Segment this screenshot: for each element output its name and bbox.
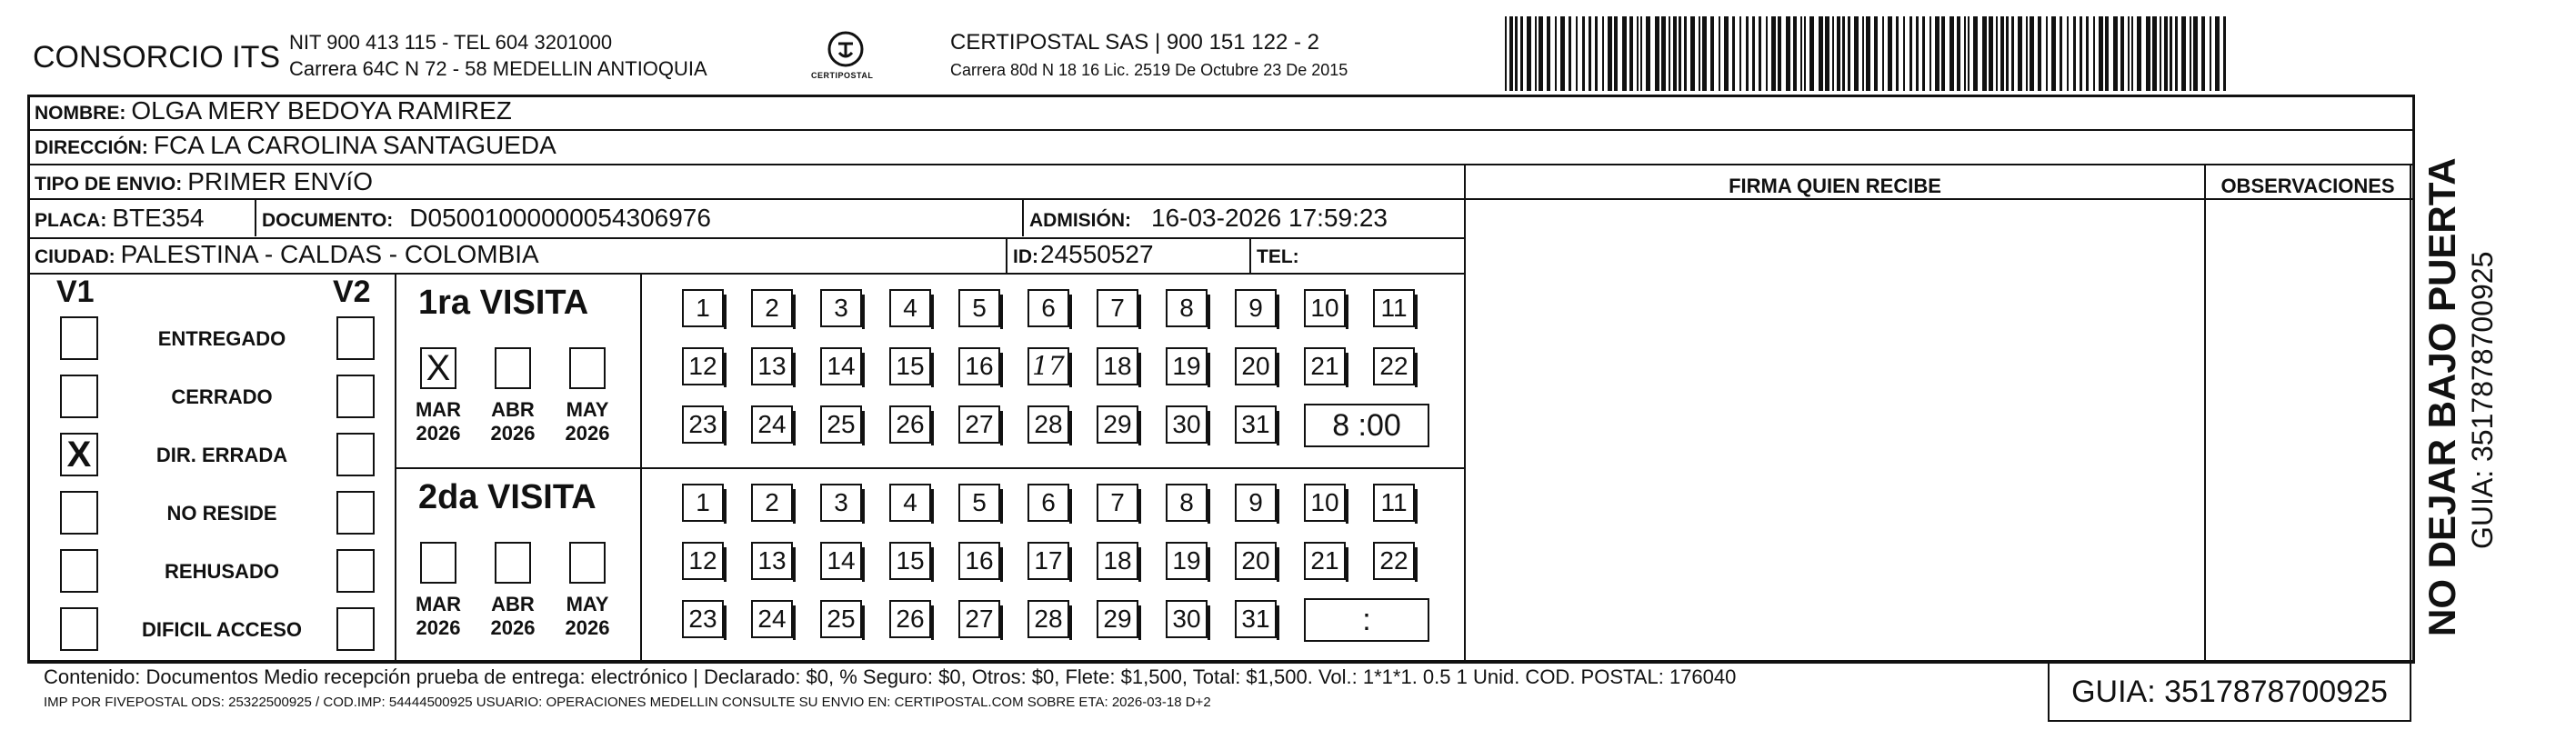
barcode-bar (1825, 16, 1829, 91)
barcode-bar (1874, 16, 1878, 91)
month-name: ABR (491, 593, 535, 615)
status-label: NO RESIDE (166, 502, 277, 525)
day-box[interactable]: 15 (889, 542, 931, 580)
certipostal-logo (809, 27, 882, 89)
barcode-bar (1832, 16, 1834, 91)
day-box[interactable]: 17 (1027, 542, 1069, 580)
address-line: Carrera 64C N 72 - 58 MEDELLIN ANTIOQUIA (289, 57, 707, 80)
day-box[interactable]: 30 (1166, 405, 1208, 444)
barcode-bar (1752, 16, 1755, 91)
day-box[interactable]: 10 (1304, 289, 1346, 327)
barcode-bar (1622, 16, 1627, 91)
barcode-bar (1661, 16, 1666, 91)
status-v2-checkbox[interactable] (336, 375, 375, 418)
barcode-bar (1673, 16, 1677, 91)
barcode-bar (1515, 16, 1518, 91)
day-box[interactable]: 6 (1027, 484, 1069, 522)
day-box[interactable]: 29 (1097, 405, 1138, 444)
barcode-bar (1778, 16, 1781, 91)
barcode-bar (2105, 16, 2109, 91)
barcode-bar (2146, 16, 2150, 91)
ciudad-field (35, 240, 539, 269)
barcode-bar (1699, 16, 1700, 91)
month-checkbox[interactable] (495, 542, 531, 584)
barcode-bar (2181, 16, 2186, 91)
barcode-bar (2073, 16, 2076, 91)
day-box[interactable]: 22 (1373, 542, 1415, 580)
barcode-bar (1759, 16, 1761, 91)
nit-line: NIT 900 413 115 - TEL 604 3201000 (289, 31, 613, 54)
row-line (29, 273, 1466, 275)
visit-time-box[interactable]: : (1304, 598, 1429, 642)
day-box[interactable]: 11 (1373, 289, 1415, 327)
month-label (559, 593, 616, 640)
month-label (559, 398, 616, 445)
day-box[interactable]: 16 (958, 347, 1000, 385)
barcode-bar (1957, 16, 1960, 91)
row-line (29, 198, 2413, 200)
barcode-bar (1916, 16, 1919, 91)
visit-title: 2da VISITA (418, 478, 596, 516)
nombre-field (35, 96, 512, 125)
barcode-bar (2223, 16, 2226, 91)
barcode-bar (1679, 16, 1681, 91)
month-name: MAY (566, 593, 609, 615)
month-year: 2026 (416, 616, 461, 639)
barcode-bar (2152, 16, 2157, 91)
month-checkbox[interactable]: X (420, 347, 456, 389)
documento-field (262, 204, 711, 233)
month-label (485, 398, 541, 445)
col-line (1006, 238, 1007, 273)
month-year: 2026 (565, 616, 610, 639)
barcode-bar (1989, 16, 1993, 91)
barcode-bar (1929, 16, 1931, 91)
month-year: 2026 (416, 422, 461, 445)
day-box[interactable]: 31 (1235, 405, 1277, 444)
day-box[interactable]: 9 (1235, 484, 1277, 522)
day-box[interactable]: 20 (1235, 542, 1277, 580)
col-line (2410, 164, 2411, 660)
barcode-bar (2093, 16, 2095, 91)
ciudad-label: CIUDAD: (35, 246, 115, 267)
barcode-bar (1922, 16, 1925, 91)
barcode-bar (2046, 16, 2048, 91)
status-v1-checkbox[interactable] (60, 375, 98, 418)
month-year: 2026 (490, 422, 536, 445)
barcode (1505, 16, 2228, 91)
status-v2-checkbox[interactable] (336, 491, 375, 535)
barcode-bar (1732, 16, 1735, 91)
admision-label: ADMISIÓN: (1029, 210, 1131, 231)
day-box[interactable]: 19 (1166, 347, 1208, 385)
day-box[interactable]: 13 (751, 347, 793, 385)
day-box[interactable]: 27 (958, 600, 1000, 638)
day-box[interactable]: 2 (751, 289, 793, 327)
barcode-bar (2128, 16, 2130, 91)
day-box[interactable]: 11 (1373, 484, 1415, 522)
tel-label: TEL: (1257, 246, 1299, 267)
company-name: CONSORCIO ITS (33, 40, 281, 75)
certipostal-info (950, 29, 1348, 84)
guia-box: GUIA: 3517878700925 (2048, 662, 2411, 722)
barcode-bar (1637, 16, 1639, 91)
barcode-bar (2137, 16, 2141, 91)
barcode-bar (1809, 16, 1814, 91)
barcode-bar (2060, 16, 2062, 91)
month-name: ABR (491, 398, 535, 421)
barcode-bar (2175, 16, 2178, 91)
status-label: DIR. ERRADA (155, 444, 288, 466)
day-box[interactable]: 4 (889, 484, 931, 522)
barcode-bar (1766, 16, 1768, 91)
barcode-bar (2067, 16, 2069, 91)
barcode-bar (1576, 16, 1578, 91)
day-box[interactable]: 24 (751, 405, 793, 444)
barcode-bar (1862, 16, 1864, 91)
month-label (410, 398, 466, 445)
barcode-bar (2038, 16, 2041, 91)
barcode-bar (1800, 16, 1802, 91)
barcode-bar (2026, 16, 2028, 91)
barcode-bar (1982, 16, 1987, 91)
day-box[interactable]: 26 (889, 405, 931, 444)
admision-field (1029, 204, 1388, 233)
barcode-bar (1535, 16, 1537, 91)
barcode-bar (1710, 16, 1714, 91)
status-label: REHUSADO (165, 560, 279, 583)
month-year: 2026 (565, 422, 610, 445)
direccion-value: FCA LA CAROLINA SANTAGUEDA (153, 131, 556, 159)
observaciones-header: OBSERVACIONES (2220, 175, 2395, 197)
barcode-bar (1842, 16, 1845, 91)
day-box-marked[interactable]: 17 (1027, 347, 1069, 385)
day-box[interactable]: 29 (1097, 600, 1138, 638)
status-label: DIFICIL ACCESO (141, 618, 302, 641)
month-label (485, 593, 541, 640)
day-box[interactable]: 5 (958, 484, 1000, 522)
day-box[interactable]: 3 (820, 484, 862, 522)
status-label: ENTREGADO (157, 327, 286, 350)
status-label: CERRADO (171, 385, 273, 408)
barcode-bar (1950, 16, 1954, 91)
day-box[interactable]: 25 (820, 405, 862, 444)
day-box[interactable]: 13 (751, 542, 793, 580)
tipo-envio-label: TIPO DE ENVIO: (35, 174, 183, 195)
barcode-bar (1589, 16, 1591, 91)
id-field (1013, 240, 1154, 269)
barcode-bar (2131, 16, 2133, 91)
tipo-envio-value: PRIMER ENVíO (187, 167, 373, 195)
barcode-bar (1854, 16, 1859, 91)
day-box[interactable]: 19 (1166, 542, 1208, 580)
documento-value: D05001000000054306976 (409, 204, 711, 232)
status-v1-checkbox[interactable] (60, 549, 98, 593)
day-box[interactable]: 6 (1027, 289, 1069, 327)
barcode-bar (2190, 16, 2191, 91)
barcode-bar (2080, 16, 2082, 91)
barcode-bar (1882, 16, 1884, 91)
day-box[interactable]: 12 (682, 347, 724, 385)
month-checkbox[interactable] (569, 347, 606, 389)
barcode-bar (1602, 16, 1604, 91)
ciudad-value: PALESTINA - CALDAS - COLOMBIA (120, 240, 539, 268)
barcode-bar (1669, 16, 1670, 91)
barcode-bar (2164, 16, 2168, 91)
day-box[interactable]: 3 (820, 289, 862, 327)
month-name: MAR (415, 593, 462, 615)
no-dejar-bajo-puerta: NO DEJAR BAJO PUERTA (2421, 157, 2463, 636)
status-v1-checkbox[interactable] (60, 316, 98, 360)
barcode-bar (1968, 16, 1970, 91)
barcode-bar (1690, 16, 1695, 91)
barcode-bar (1848, 16, 1850, 91)
nombre-label: NOMBRE: (35, 103, 126, 124)
day-box[interactable]: 23 (682, 405, 724, 444)
placa-value: BTE354 (112, 204, 205, 232)
day-box[interactable]: 8 (1166, 289, 1208, 327)
day-box[interactable]: 4 (889, 289, 931, 327)
barcode-bar (2215, 16, 2220, 91)
month-checkbox[interactable] (495, 347, 531, 389)
barcode-bar (1866, 16, 1870, 91)
barcode-bar (1629, 16, 1633, 91)
placa-field (35, 204, 205, 233)
barcode-bar (1896, 16, 1899, 91)
barcode-bar (1582, 16, 1585, 91)
barcode-bar (2086, 16, 2089, 91)
day-box[interactable]: 18 (1097, 347, 1138, 385)
month-checkbox[interactable] (420, 542, 456, 584)
status-v2-checkbox[interactable] (336, 316, 375, 360)
barcode-bar (1771, 16, 1776, 91)
barcode-bar (2030, 16, 2034, 91)
barcode-bar (2170, 16, 2172, 91)
barcode-bar (1520, 16, 1523, 91)
certipostal-line: CERTIPOSTAL SAS | 900 151 122 - 2 (950, 30, 1319, 55)
month-name: MAY (566, 398, 609, 421)
day-box[interactable]: 28 (1027, 600, 1069, 638)
day-box[interactable]: 10 (1304, 484, 1346, 522)
day-box[interactable]: 5 (958, 289, 1000, 327)
barcode-bar (1888, 16, 1892, 91)
status-v2-checkbox[interactable] (336, 433, 375, 476)
day-box[interactable]: 30 (1166, 600, 1208, 638)
barcode-bar (2201, 16, 2205, 91)
day-box[interactable]: 26 (889, 600, 931, 638)
barcode-bar (1608, 16, 1612, 91)
month-name: MAR (415, 398, 462, 421)
day-box[interactable]: 27 (958, 405, 1000, 444)
footer-print-info: IMP POR FIVEPOSTAL ODS: 25322500925 / COD.IMP: 54444500925 USUARIO: OPERACIONES MEDELLIN CONSULTE SU ENVIO EN: CERTIPOSTAL.COM SOBRE ETA: 2026-03-18 D+2 (44, 695, 1211, 710)
day-box[interactable]: 25 (820, 600, 862, 638)
tipo-envio-field (35, 167, 373, 196)
day-box[interactable]: 7 (1097, 289, 1138, 327)
company-info (289, 29, 707, 82)
license-line: Carrera 80d N 18 16 Lic. 2519 De Octubre 23 De 2015 (950, 61, 1348, 79)
barcode-bar (1837, 16, 1840, 91)
barcode-bar (2210, 16, 2211, 91)
col-line (1249, 238, 1251, 273)
day-box[interactable]: 14 (820, 542, 862, 580)
barcode-bar (2160, 16, 2161, 91)
barcode-bar (2051, 16, 2056, 91)
day-box[interactable]: 14 (820, 347, 862, 385)
day-box[interactable]: 18 (1097, 542, 1138, 580)
col-line (255, 200, 256, 236)
v1-header: V1 (56, 275, 95, 309)
barcode-bar (1509, 16, 1513, 91)
v2-header: V2 (333, 275, 371, 309)
barcode-bar (1539, 16, 1543, 91)
day-box[interactable]: 9 (1235, 289, 1277, 327)
side-guia: GUIA: 3517878700925 (2466, 251, 2499, 549)
barcode-bar (1909, 16, 1912, 91)
barcode-bar (1903, 16, 1905, 91)
day-box[interactable]: 21 (1304, 347, 1346, 385)
barcode-bar (1719, 16, 1720, 91)
admision-value: 16-03-2026 17:59:23 (1151, 204, 1388, 232)
status-v1-checkbox[interactable] (60, 491, 98, 535)
barcode-bar (1640, 16, 1642, 91)
barcode-bar (1786, 16, 1790, 91)
barcode-bar (2000, 16, 2004, 91)
day-box[interactable]: 16 (958, 542, 1000, 580)
barcode-bar (1614, 16, 1618, 91)
status-v1-checkbox[interactable]: X (60, 433, 98, 476)
day-box[interactable]: 2 (751, 484, 793, 522)
col-line (395, 273, 396, 660)
barcode-bar (1527, 16, 1531, 91)
barcode-bar (1724, 16, 1729, 91)
footer-content: Contenido: Documentos Medio recepción prueba de entrega: electrónico | Declarado: $0, % Seguro: $0, Otros: $0, Flete: $1,500, Total: $1,500. Vol.: 1*1*1. 0.5 1 Unid. COD. POSTAL: 176040 (44, 665, 1737, 688)
id-label: ID: (1013, 246, 1038, 267)
barcode-bar (1560, 16, 1565, 91)
barcode-bar (2018, 16, 2022, 91)
barcode-bar (1935, 16, 1940, 91)
nombre-value: OLGA MERY BEDOYA RAMIREZ (131, 96, 512, 125)
firma-header: FIRMA QUIEN RECIBE (1729, 175, 1941, 197)
documento-label: DOCUMENTO: (262, 210, 394, 231)
barcode-bar (1793, 16, 1797, 91)
id-value: 24550527 (1040, 240, 1154, 268)
day-box[interactable]: 15 (889, 347, 931, 385)
status-v2-checkbox[interactable] (336, 549, 375, 593)
barcode-bar (1505, 16, 1507, 91)
barcode-bar (2193, 16, 2198, 91)
day-box[interactable]: 12 (682, 542, 724, 580)
day-box[interactable]: 28 (1027, 405, 1069, 444)
visit-divider (395, 467, 1466, 469)
col-line (2204, 164, 2206, 660)
day-box[interactable]: 20 (1235, 347, 1277, 385)
day-box[interactable]: 22 (1373, 347, 1415, 385)
barcode-bar (2113, 16, 2118, 91)
barcode-bar (1684, 16, 1687, 91)
visit-time-box[interactable]: 8 :00 (1304, 404, 1429, 447)
barcode-bar (1569, 16, 1571, 91)
barcode-bar (1819, 16, 1823, 91)
barcode-bar (2099, 16, 2103, 91)
direccion-field (35, 131, 556, 160)
barcode-bar (1964, 16, 1966, 91)
month-label (410, 593, 466, 640)
placa-label: PLACA: (35, 210, 107, 231)
month-year: 2026 (490, 616, 536, 639)
day-box[interactable]: 8 (1166, 484, 1208, 522)
day-box[interactable]: 31 (1235, 600, 1277, 638)
barcode-bar (2011, 16, 2014, 91)
direccion-label: DIRECCIÓN: (35, 137, 148, 158)
barcode-bar (1973, 16, 1978, 91)
barcode-bar (1702, 16, 1707, 91)
barcode-bar (1646, 16, 1650, 91)
barcode-bar (1547, 16, 1550, 91)
status-v1-checkbox[interactable] (60, 607, 98, 651)
col-line (1464, 164, 1466, 660)
barcode-bar (2120, 16, 2124, 91)
visit-title: 1ra VISITA (418, 284, 589, 322)
barcode-bar (1746, 16, 1749, 91)
day-box[interactable]: 21 (1304, 542, 1346, 580)
barcode-bar (1941, 16, 1945, 91)
col-line (640, 273, 642, 660)
barcode-bar (1655, 16, 1659, 91)
day-box[interactable]: 24 (751, 600, 793, 638)
logo-text: CERTIPOSTAL (811, 71, 874, 80)
barcode-bar (1739, 16, 1741, 91)
tel-field (1257, 240, 1305, 269)
barcode-bar (1595, 16, 1598, 91)
col-line (1022, 200, 1024, 236)
barcode-bar (1804, 16, 1806, 91)
day-box[interactable]: 23 (682, 600, 724, 638)
day-box[interactable]: 1 (682, 484, 724, 522)
status-v2-checkbox[interactable] (336, 607, 375, 651)
barcode-bar (1996, 16, 1998, 91)
row-line (29, 164, 2413, 165)
day-box[interactable]: 7 (1097, 484, 1138, 522)
day-box[interactable]: 1 (682, 289, 724, 327)
barcode-bar (2006, 16, 2009, 91)
barcode-bar (1555, 16, 1557, 91)
month-checkbox[interactable] (569, 542, 606, 584)
